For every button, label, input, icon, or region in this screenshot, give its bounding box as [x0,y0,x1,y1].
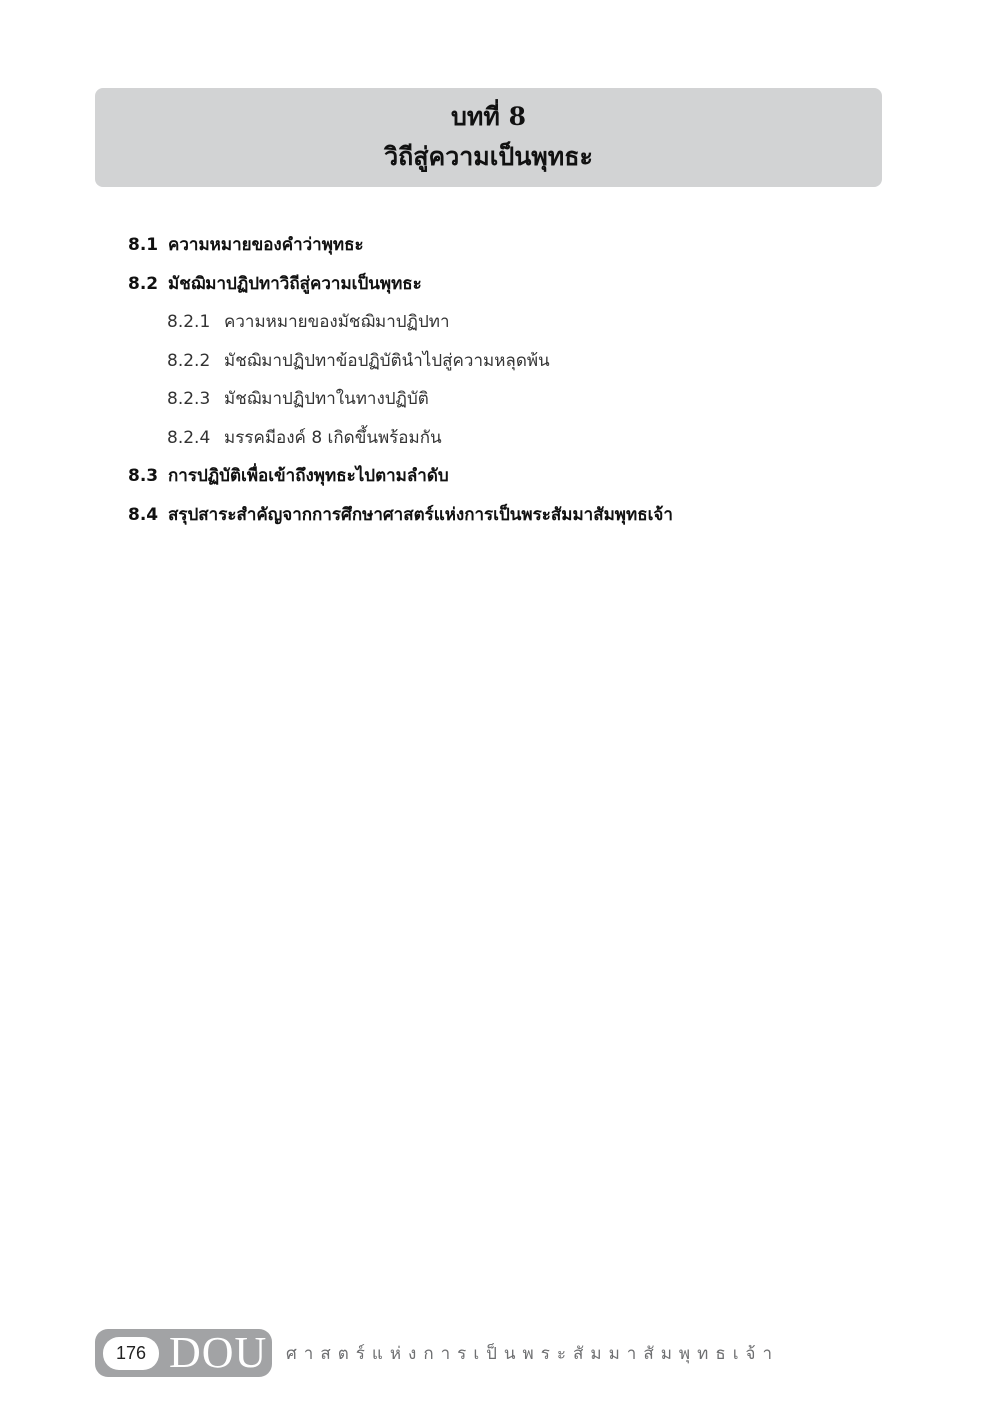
toc-item-text: มรรคมีองค์ 8 เกิดขึ้นพร้อมกัน [224,427,442,448]
chapter-header [95,88,882,187]
toc-item-text: มัชฌิมาปฏิปทาในทางปฏิบัติ [224,389,429,410]
toc-item-text: ความหมายของคำว่าพุทธะ [168,235,364,256]
footer-badge [95,1329,272,1377]
toc-item-text: สรุปสาระสำคัญจากการศึกษาศาสตร์แห่งการเป็นพระสัมมาสัมพุทธเจ้า [168,504,673,525]
page-number: 176 [103,1337,159,1370]
toc-item-text: การปฏิบัติเพื่อเข้าถึงพุทธะไปตามลำดับ [168,466,449,487]
toc-item-text: ความหมายของมัชฌิมาปฏิปทา [224,312,450,333]
dou-logo: DOU [169,1328,268,1377]
toc-item-8-2-4 [128,419,908,458]
toc-item-number: 8.2.1 [167,312,211,333]
page-footer [95,1329,779,1377]
toc-item-number: 8.2.2 [167,350,211,371]
chapter-title: วิถีสู่ความเป็นพุทธะ [384,142,593,171]
toc-item-number: 8.1 [128,235,159,256]
toc-item-text: มัชฌิมาปฏิปทาวิถีสู่ความเป็นพุทธะ [168,273,422,294]
toc-item-number: 8.2.4 [167,427,211,448]
chapter-number: บทที่ 8 [451,102,526,131]
toc-item-8-2 [128,265,908,304]
toc-item-8-2-2 [128,342,908,381]
book-title: ศาสตร์แห่งการเป็นพระสัมมาสัมพุทธเจ้า [286,1343,780,1364]
toc-item-8-1 [128,226,908,265]
toc-item-8-2-3 [128,380,908,419]
toc-item-text: มัชฌิมาปฏิปทาข้อปฏิบัตินำไปสู่ความหลุดพ้น [224,350,550,371]
toc-item-8-3 [128,457,908,496]
toc-item-number: 8.3 [128,466,159,487]
toc-item-8-2-1 [128,303,908,342]
toc-item-number: 8.4 [128,504,159,525]
toc-item-number: 8.2 [128,273,159,294]
toc-item-number: 8.2.3 [167,389,211,410]
table-of-contents [128,226,908,534]
toc-item-8-4 [128,496,908,535]
